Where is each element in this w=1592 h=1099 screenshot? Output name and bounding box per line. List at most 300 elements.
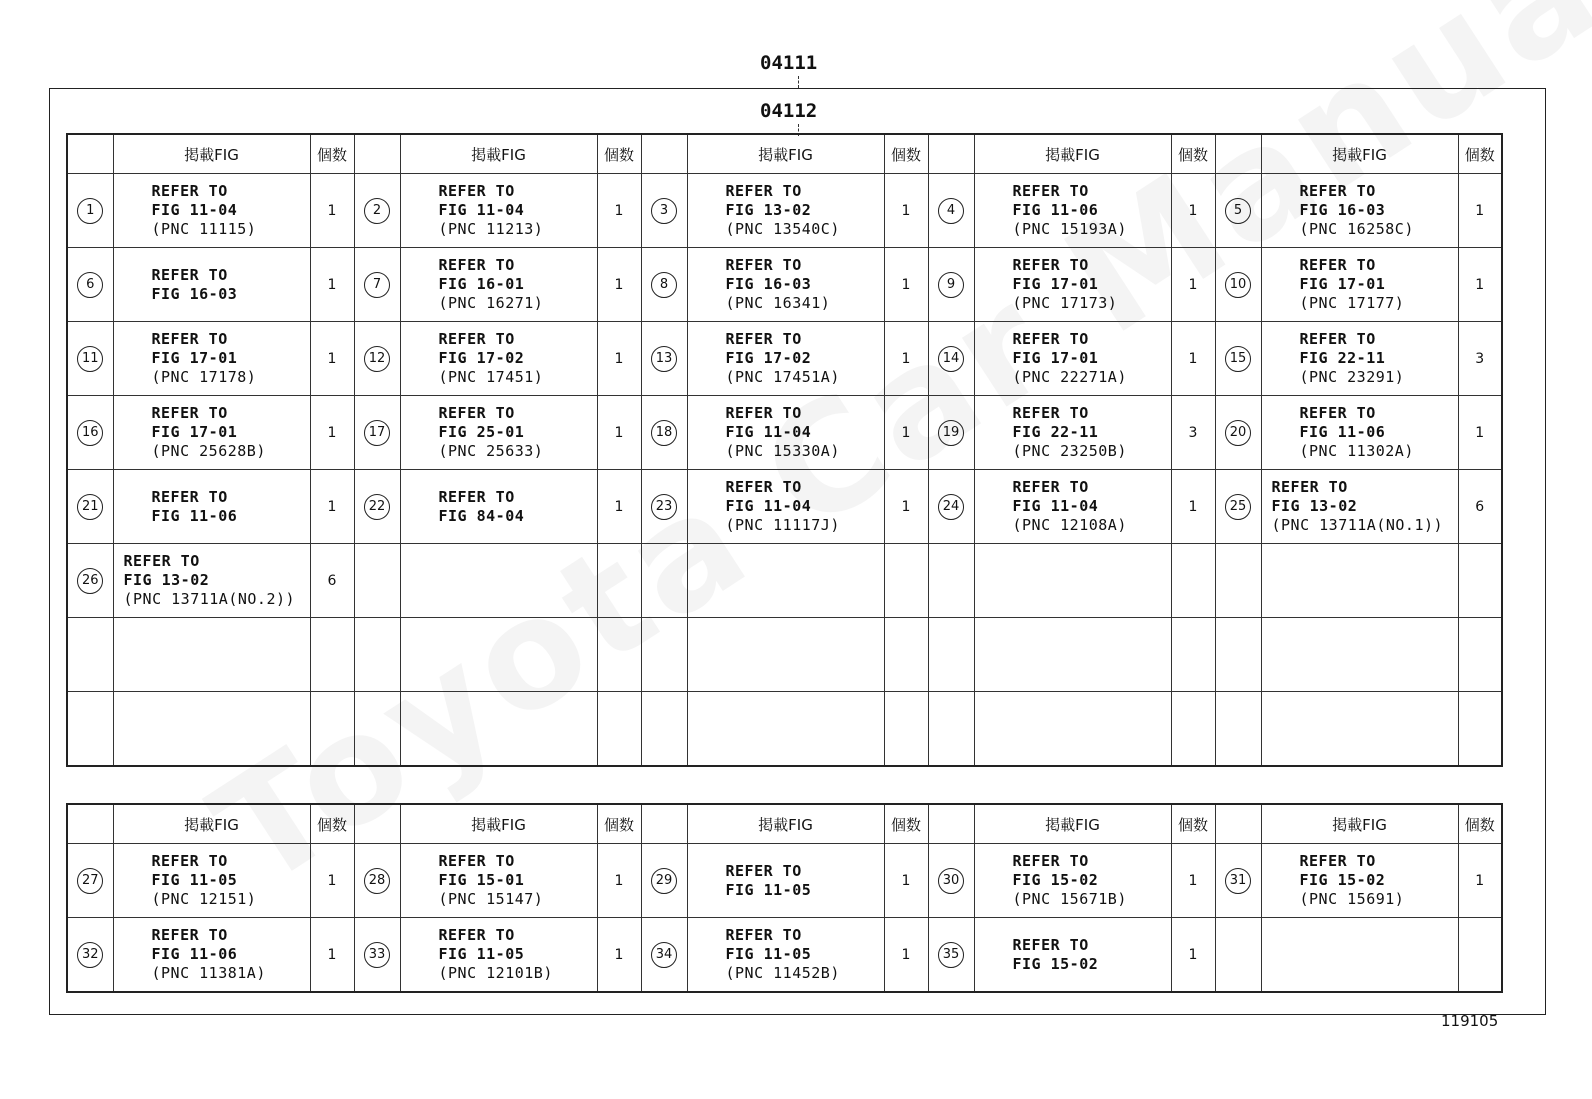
pnc-text: (PNC 15330A) (725, 442, 840, 460)
pnc-text: (PNC 13711A(NO.2)) (123, 590, 296, 608)
pnc-text: (PNC 12151) (151, 890, 257, 908)
item-number-badge[interactable]: 26 (77, 568, 103, 594)
quantity-cell (310, 692, 354, 767)
item-number-cell (354, 248, 400, 322)
reference-cell (1261, 396, 1458, 470)
refer-to-text: REFER TO (151, 404, 228, 422)
header-ref-cell: 掲載FIG (687, 134, 884, 174)
reference-cell (113, 692, 310, 767)
item-number-badge[interactable]: 35 (938, 942, 964, 968)
pnc-text: (PNC 23250B) (1012, 442, 1127, 460)
reference-cell (113, 396, 310, 470)
item-number-cell (1215, 322, 1261, 396)
quantity-cell: 1 (1171, 174, 1215, 248)
item-number-cell (641, 174, 687, 248)
quantity-cell: 3 (1458, 322, 1502, 396)
refer-to-text: REFER TO (151, 265, 228, 284)
pnc-text: (PNC 11117J) (725, 516, 840, 534)
refer-to-text: REFER TO (725, 926, 802, 944)
quantity-cell: 1 (310, 470, 354, 544)
header-qty-cell: 個数 (310, 134, 354, 174)
header-qty-cell: 個数 (1171, 134, 1215, 174)
quantity-cell: 1 (884, 470, 928, 544)
reference-cell (1261, 174, 1458, 248)
header-num-cell (928, 804, 974, 844)
reference-cell (687, 174, 884, 248)
pnc-text: (PNC 13711A(NO.1)) (1271, 516, 1444, 534)
refer-to-text: REFER TO (725, 182, 802, 200)
fig-reference-link[interactable]: FIG 15-02 (1012, 871, 1099, 889)
pnc-text: (PNC 11213) (438, 220, 544, 238)
quantity-cell: 6 (1458, 470, 1502, 544)
header-ref-cell: 掲載FIG (400, 804, 597, 844)
pnc-text: (PNC 12101B) (438, 964, 553, 982)
fig-reference-link[interactable]: FIG 11-05 (725, 880, 812, 899)
item-number-badge[interactable]: 9 (938, 272, 964, 298)
header-num-cell (354, 804, 400, 844)
fig-reference-link[interactable]: FIG 11-04 (1012, 497, 1099, 515)
fig-reference-link[interactable]: FIG 11-04 (725, 497, 812, 515)
fig-reference-link[interactable]: FIG 11-05 (725, 945, 812, 963)
table-row (67, 844, 1502, 918)
item-number-cell (1215, 470, 1261, 544)
header-ref-cell: 掲載FIG (113, 804, 310, 844)
item-number-cell (641, 844, 687, 918)
item-number-cell (928, 248, 974, 322)
reference-cell (1261, 544, 1458, 618)
reference-cell (1261, 844, 1458, 918)
pnc-text: (PNC 16271) (438, 294, 544, 312)
header-ref-cell: 掲載FIG (400, 134, 597, 174)
fig-reference-link[interactable]: FIG 22-11 (1012, 423, 1099, 441)
header-qty-cell: 個数 (597, 134, 641, 174)
item-number-badge[interactable]: 25 (1225, 494, 1251, 520)
reference-cell (113, 918, 310, 993)
pnc-text: (PNC 12108A) (1012, 516, 1127, 534)
item-number-cell (67, 692, 113, 767)
item-number-badge[interactable]: 6 (77, 272, 103, 298)
item-number-cell (641, 918, 687, 993)
reference-cell (113, 174, 310, 248)
pnc-text: (PNC 11452B) (725, 964, 840, 982)
quantity-cell: 1 (310, 396, 354, 470)
fig-reference-link[interactable]: FIG 11-04 (725, 423, 812, 441)
pnc-text: (PNC 23291) (1299, 368, 1405, 386)
reference-cell (687, 618, 884, 692)
item-number-cell (928, 396, 974, 470)
header-ref-cell: 掲載FIG (113, 134, 310, 174)
header-qty-cell: 個数 (1171, 804, 1215, 844)
item-number-cell (67, 470, 113, 544)
quantity-cell (1171, 544, 1215, 618)
quantity-cell (310, 618, 354, 692)
quantity-cell: 1 (884, 844, 928, 918)
pnc-text: (PNC 22271A) (1012, 368, 1127, 386)
reference-cell (1261, 918, 1458, 993)
item-number-badge[interactable]: 20 (1225, 420, 1251, 446)
reference-cell (974, 692, 1171, 767)
item-number-badge[interactable]: 2 (364, 198, 390, 224)
fig-reference-link[interactable]: FIG 25-01 (438, 423, 525, 441)
item-number-cell (928, 174, 974, 248)
fig-reference-link[interactable]: FIG 17-01 (151, 423, 238, 441)
refer-to-text: REFER TO (1012, 182, 1089, 200)
refer-to-text: REFER TO (1012, 852, 1089, 870)
header-qty-cell: 個数 (884, 804, 928, 844)
item-number-badge[interactable]: 4 (938, 198, 964, 224)
refer-to-text: REFER TO (1271, 478, 1348, 496)
item-number-cell (354, 692, 400, 767)
item-number-badge[interactable]: 5 (1225, 198, 1251, 224)
item-number-badge[interactable]: 22 (364, 494, 390, 520)
reference-cell (974, 470, 1171, 544)
header-num-cell (928, 134, 974, 174)
quantity-cell: 1 (1458, 248, 1502, 322)
item-number-badge[interactable]: 17 (364, 420, 390, 446)
item-number-badge[interactable]: 34 (651, 942, 677, 968)
refer-to-text: REFER TO (1299, 182, 1376, 200)
quantity-cell: 1 (597, 844, 641, 918)
item-number-cell (1215, 844, 1261, 918)
item-number-badge[interactable]: 7 (364, 272, 390, 298)
quantity-cell: 1 (1171, 248, 1215, 322)
pnc-text: (PNC 25628B) (151, 442, 266, 460)
fig-reference-link[interactable]: FIG 16-03 (151, 284, 238, 303)
refer-to-text: REFER TO (151, 487, 228, 506)
quantity-cell (1458, 544, 1502, 618)
header-qty-cell: 個数 (310, 804, 354, 844)
reference-cell (400, 248, 597, 322)
fig-reference-link[interactable]: FIG 11-06 (1012, 201, 1099, 219)
fig-reference-link[interactable]: FIG 11-05 (438, 945, 525, 963)
item-number-cell (641, 692, 687, 767)
item-number-cell (928, 322, 974, 396)
quantity-cell: 1 (597, 248, 641, 322)
reference-cell (400, 692, 597, 767)
fig-reference-link[interactable]: FIG 13-02 (123, 571, 210, 589)
refer-to-text: REFER TO (1012, 935, 1089, 954)
item-number-cell (928, 918, 974, 993)
reference-cell (974, 322, 1171, 396)
fig-reference-link[interactable]: FIG 17-02 (725, 349, 812, 367)
fig-reference-link[interactable]: FIG 17-01 (151, 349, 238, 367)
item-number-cell (67, 544, 113, 618)
item-number-cell (641, 396, 687, 470)
quantity-cell (1171, 618, 1215, 692)
reference-cell (974, 618, 1171, 692)
pnc-text: (PNC 15691) (1299, 890, 1405, 908)
item-number-badge[interactable]: 1 (77, 198, 103, 224)
item-number-cell (641, 544, 687, 618)
refer-to-text: REFER TO (151, 182, 228, 200)
quantity-cell: 3 (1171, 396, 1215, 470)
fig-reference-link[interactable]: FIG 84-04 (438, 506, 525, 525)
quantity-cell (884, 618, 928, 692)
refer-to-text: REFER TO (725, 256, 802, 274)
header-num-cell (1215, 134, 1261, 174)
quantity-cell (597, 692, 641, 767)
pnc-text: (PNC 15193A) (1012, 220, 1127, 238)
quantity-cell (597, 544, 641, 618)
header-qty-cell: 個数 (1458, 134, 1502, 174)
item-number-cell (1215, 618, 1261, 692)
refer-to-text: REFER TO (1299, 404, 1376, 422)
fig-reference-link[interactable]: FIG 17-01 (1012, 349, 1099, 367)
quantity-cell: 1 (597, 174, 641, 248)
fig-reference-link[interactable]: FIG 11-05 (151, 871, 238, 889)
pnc-text: (PNC 11381A) (151, 964, 266, 982)
reference-cell (1261, 692, 1458, 767)
pnc-text: (PNC 11302A) (1299, 442, 1414, 460)
table-row (67, 544, 1502, 618)
item-number-cell (641, 322, 687, 396)
refer-to-text: REFER TO (725, 330, 802, 348)
quantity-cell: 1 (884, 918, 928, 993)
header-ref-cell: 掲載FIG (974, 804, 1171, 844)
reference-cell (113, 322, 310, 396)
item-number-badge[interactable]: 3 (651, 198, 677, 224)
fig-reference-link[interactable]: FIG 17-02 (438, 349, 525, 367)
fig-reference-link[interactable]: FIG 22-11 (1299, 349, 1386, 367)
quantity-cell: 1 (1171, 322, 1215, 396)
fig-reference-link[interactable]: FIG 11-04 (151, 201, 238, 219)
refer-to-text: REFER TO (438, 330, 515, 348)
fig-reference-link[interactable]: FIG 17-01 (1299, 275, 1386, 293)
header-qty-cell: 個数 (597, 804, 641, 844)
item-number-cell (928, 618, 974, 692)
quantity-cell: 1 (884, 174, 928, 248)
reference-cell (400, 322, 597, 396)
item-number-badge[interactable]: 13 (651, 346, 677, 372)
item-number-badge[interactable]: 11 (77, 346, 103, 372)
pnc-text: (PNC 17178) (151, 368, 257, 386)
pnc-text: (PNC 17177) (1299, 294, 1405, 312)
quantity-cell: 1 (884, 248, 928, 322)
reference-cell (113, 248, 310, 322)
item-number-cell (67, 396, 113, 470)
item-number-cell (67, 248, 113, 322)
item-number-cell (67, 844, 113, 918)
item-number-cell (354, 544, 400, 618)
item-number-badge[interactable]: 24 (938, 494, 964, 520)
pnc-text: (PNC 16258C) (1299, 220, 1414, 238)
header-num-cell (641, 804, 687, 844)
refer-to-text: REFER TO (725, 478, 802, 496)
item-number-cell (641, 248, 687, 322)
reference-cell (400, 396, 597, 470)
item-number-cell (67, 322, 113, 396)
item-number-cell (928, 844, 974, 918)
item-number-cell (354, 618, 400, 692)
fig-reference-link[interactable]: FIG 17-01 (1012, 275, 1099, 293)
header-num-cell (67, 134, 113, 174)
reference-cell (113, 470, 310, 544)
quantity-cell: 1 (1171, 918, 1215, 993)
fig-reference-link[interactable]: FIG 11-04 (438, 201, 525, 219)
quantity-cell (597, 618, 641, 692)
item-number-cell (641, 470, 687, 544)
table-row (67, 470, 1502, 544)
item-number-cell (928, 544, 974, 618)
reference-cell (974, 544, 1171, 618)
reference-cell (113, 618, 310, 692)
quantity-cell (1458, 918, 1502, 993)
quantity-cell (884, 692, 928, 767)
item-number-badge[interactable]: 16 (77, 420, 103, 446)
item-number-cell (928, 692, 974, 767)
refer-to-text: REFER TO (438, 182, 515, 200)
refer-to-text: REFER TO (151, 330, 228, 348)
header-num-cell (1215, 804, 1261, 844)
quantity-cell (1458, 692, 1502, 767)
assembly-code-main: 04111 (760, 52, 818, 74)
table-row (67, 322, 1502, 396)
quantity-cell: 1 (884, 322, 928, 396)
item-number-badge[interactable]: 19 (938, 420, 964, 446)
reference-cell (974, 174, 1171, 248)
pnc-text: (PNC 11115) (151, 220, 257, 238)
quantity-cell: 1 (1458, 396, 1502, 470)
header-ref-cell: 掲載FIG (1261, 134, 1458, 174)
quantity-cell (1171, 692, 1215, 767)
reference-cell (400, 544, 597, 618)
quantity-cell: 1 (597, 470, 641, 544)
item-number-badge[interactable]: 28 (364, 868, 390, 894)
item-number-badge[interactable]: 27 (77, 868, 103, 894)
quantity-cell: 1 (1458, 844, 1502, 918)
quantity-cell: 1 (597, 396, 641, 470)
header-qty-cell: 個数 (884, 134, 928, 174)
item-number-cell (1215, 918, 1261, 993)
reference-cell (113, 544, 310, 618)
item-number-badge[interactable]: 12 (364, 346, 390, 372)
item-number-badge[interactable]: 31 (1225, 868, 1251, 894)
pnc-text: (PNC 17451A) (725, 368, 840, 386)
header-num-cell (354, 134, 400, 174)
table-row (67, 918, 1502, 993)
table-header-row (67, 804, 1502, 844)
header-ref-cell: 掲載FIG (1261, 804, 1458, 844)
item-number-badge[interactable]: 8 (651, 272, 677, 298)
refer-to-text: REFER TO (1299, 852, 1376, 870)
fig-reference-link[interactable]: FIG 11-06 (1299, 423, 1386, 441)
reference-cell (974, 918, 1171, 993)
quantity-cell: 6 (310, 544, 354, 618)
refer-to-text: REFER TO (438, 404, 515, 422)
item-number-badge[interactable]: 21 (77, 494, 103, 520)
item-number-badge[interactable]: 30 (938, 868, 964, 894)
item-number-cell (354, 470, 400, 544)
fig-reference-link[interactable]: FIG 13-02 (1271, 497, 1358, 515)
header-num-cell (641, 134, 687, 174)
quantity-cell: 1 (310, 248, 354, 322)
item-number-cell (1215, 248, 1261, 322)
table-row (67, 174, 1502, 248)
fig-reference-link[interactable]: FIG 15-02 (1299, 871, 1386, 889)
fig-reference-link[interactable]: FIG 15-02 (1012, 954, 1099, 973)
reference-cell (687, 692, 884, 767)
quantity-cell (884, 544, 928, 618)
table-header-row (67, 134, 1502, 174)
refer-to-text: REFER TO (1012, 478, 1089, 496)
pnc-text: (PNC 15671B) (1012, 890, 1127, 908)
table-row (67, 618, 1502, 692)
item-number-cell (354, 396, 400, 470)
reference-cell (400, 470, 597, 544)
refer-to-text: REFER TO (438, 256, 515, 274)
item-number-badge[interactable]: 14 (938, 346, 964, 372)
reference-cell (113, 844, 310, 918)
item-number-cell (1215, 396, 1261, 470)
quantity-cell: 1 (310, 174, 354, 248)
fig-reference-link[interactable]: FIG 15-01 (438, 871, 525, 889)
quantity-cell: 1 (310, 918, 354, 993)
quantity-cell: 1 (310, 322, 354, 396)
reference-cell (1261, 322, 1458, 396)
refer-to-text: REFER TO (1012, 256, 1089, 274)
reference-cell (1261, 470, 1458, 544)
item-number-cell (67, 918, 113, 993)
item-number-badge[interactable]: 15 (1225, 346, 1251, 372)
header-num-cell (67, 804, 113, 844)
table-row (67, 248, 1502, 322)
fig-reference-link[interactable]: FIG 13-02 (725, 201, 812, 219)
item-number-badge[interactable]: 33 (364, 942, 390, 968)
fig-reference-link[interactable]: FIG 11-06 (151, 506, 238, 525)
item-number-badge[interactable]: 32 (77, 942, 103, 968)
reference-cell (400, 918, 597, 993)
refer-to-text: REFER TO (438, 852, 515, 870)
assembly-code-sub: 04112 (760, 100, 818, 122)
reference-cell (1261, 248, 1458, 322)
figure-id: 119105 (1441, 1012, 1499, 1030)
pnc-text: (PNC 17173) (1012, 294, 1118, 312)
item-number-cell (1215, 692, 1261, 767)
fig-reference-link[interactable]: FIG 11-06 (151, 945, 238, 963)
item-number-badge[interactable]: 18 (651, 420, 677, 446)
refer-to-text: REFER TO (123, 552, 200, 570)
refer-to-text: REFER TO (1012, 330, 1089, 348)
fig-reference-link[interactable]: FIG 16-03 (1299, 201, 1386, 219)
pnc-text: (PNC 17451) (438, 368, 544, 386)
pnc-text: (PNC 16341) (725, 294, 831, 312)
fig-reference-link[interactable]: FIG 16-01 (438, 275, 525, 293)
item-number-cell (354, 844, 400, 918)
item-number-badge[interactable]: 23 (651, 494, 677, 520)
refer-to-text: REFER TO (438, 487, 515, 506)
reference-cell (687, 918, 884, 993)
leader-line (798, 76, 799, 88)
pnc-text: (PNC 25633) (438, 442, 544, 460)
table-row (67, 396, 1502, 470)
item-number-cell (354, 174, 400, 248)
item-number-badge[interactable]: 10 (1225, 272, 1251, 298)
quantity-cell: 1 (884, 396, 928, 470)
fig-reference-link[interactable]: FIG 16-03 (725, 275, 812, 293)
item-number-cell (928, 470, 974, 544)
item-number-cell (67, 174, 113, 248)
quantity-cell: 1 (597, 322, 641, 396)
refer-to-text: REFER TO (1299, 330, 1376, 348)
quantity-cell: 1 (310, 844, 354, 918)
reference-cell (687, 844, 884, 918)
reference-cell (974, 844, 1171, 918)
refer-to-text: REFER TO (151, 852, 228, 870)
item-number-badge[interactable]: 29 (651, 868, 677, 894)
parts-reference-table-main (66, 133, 1503, 767)
quantity-cell: 1 (1458, 174, 1502, 248)
header-ref-cell: 掲載FIG (974, 134, 1171, 174)
